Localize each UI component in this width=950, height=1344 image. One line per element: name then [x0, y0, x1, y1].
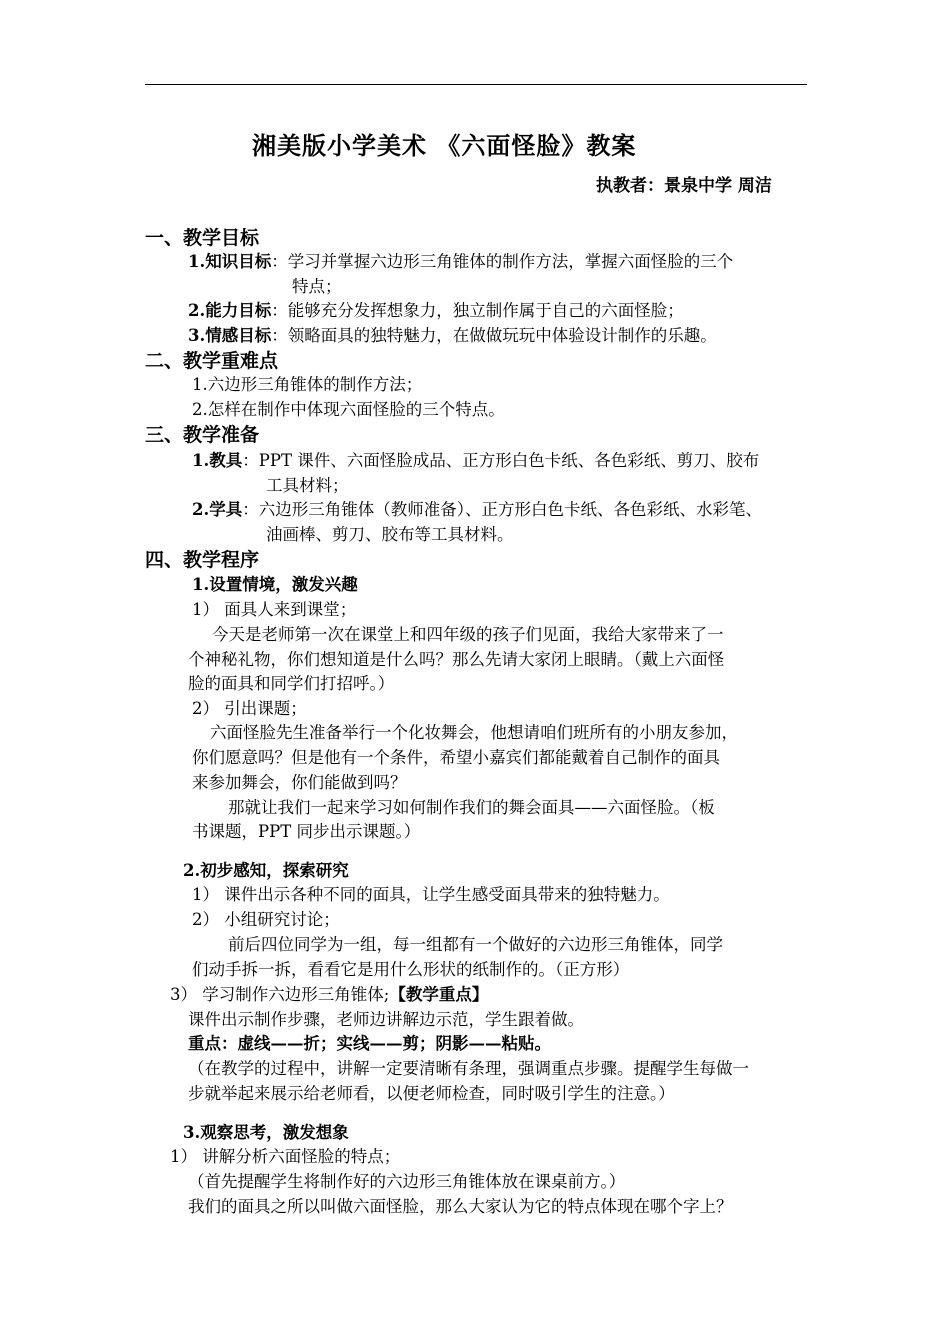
step3-para1: （首先提醒学生将制作好的六边形三角锥体放在课桌前方。） — [188, 1172, 626, 1191]
step2-item-1: 1） 课件出示各种不同的面具，让学生感受面具带来的独特魅力。 — [192, 885, 670, 904]
step1-para2-line1: 六面怪脸先生准备举行一个化妆舞会，他想请咱们班所有的小朋友参加， — [210, 723, 738, 742]
prep-student-continued: 油画棒、剪刀、胶布等工具材料。 — [266, 525, 514, 544]
step2-para1-line2: 们动手拆一拆，看看它是用什么形状的纸制作的。（正方形） — [192, 960, 630, 979]
goal-ability-label: 2.能力目标 — [188, 301, 272, 320]
step3-para2: 我们的面具之所以叫做六面怪脸，那么大家认为它的特点体现在哪个字上？ — [188, 1197, 733, 1216]
step1-para3-line2: 书课题，PPT 同步出示课题。） — [192, 822, 421, 841]
section-heading-procedure: 四、教学程序 — [145, 549, 260, 571]
step2-item-3 — [170, 983, 488, 1007]
key-point-2: 2.怎样在制作中体现六面怪脸的三个特点。 — [192, 400, 505, 419]
prep-teacher-continued: 工具材料； — [266, 476, 349, 495]
header-rule — [145, 84, 807, 85]
step2-title: 2.初步感知，探索研究 — [183, 861, 349, 880]
step2-para3: 重点：虚线——折；实线——剪；阴影——粘贴。 — [188, 1034, 551, 1053]
step1-para1-line1: 今天是老师第一次在课堂上和四年级的孩子们见面，我给大家带来了一 — [212, 625, 724, 644]
prep-student-text: ：六边形三角锥体（教师准备）、正方形白色卡纸、各色彩纸、水彩笔、 — [242, 500, 762, 519]
prep-teacher-text: ：PPT 课件、六面怪脸成品、正方形白色卡纸、各色彩纸、剪刀、胶布 — [242, 451, 760, 470]
goal-knowledge — [188, 250, 733, 274]
step2-para2: 课件出示制作步骤，老师边讲解边示范，学生跟着做。 — [188, 1010, 584, 1029]
section-heading-key-points: 二、教学重难点 — [145, 350, 279, 372]
author-line: 执教者：景泉中学 周洁 — [596, 176, 772, 196]
prep-student — [192, 498, 762, 522]
goal-emotion-text: ：领略面具的独特魅力，在做做玩玩中体验设计制作的乐趣。 — [271, 326, 717, 345]
step2-para1-line1: 前后四位同学为一组，每一组都有一个做好的六边形三角锥体，同学 — [228, 935, 723, 954]
step1-item-1: 1） 面具人来到课堂； — [192, 600, 357, 619]
prep-teacher — [192, 449, 759, 473]
step1-title: 1.设置情境，激发兴趣 — [192, 575, 358, 594]
step2-para4-line1: （在教学的过程中，讲解一定要清晰有条理，强调重点步骤。提醒学生每做一 — [188, 1059, 749, 1078]
step1-para1-line2: 个神秘礼物，你们想知道是什么吗？那么先请大家闭上眼睛。（戴上六面怪 — [188, 650, 725, 669]
goal-knowledge-label: 1.知识目标 — [188, 252, 272, 271]
step2-item-3-tag: 【教学重点】 — [389, 985, 489, 1004]
step1-item-2: 2） 引出课题； — [192, 699, 307, 718]
prep-student-label: 2.学具 — [192, 500, 243, 519]
goal-knowledge-continued: 特点； — [292, 277, 342, 296]
step1-para1-line3: 脸的面具和同学们打招呼。） — [188, 674, 395, 693]
step3-item-1: 1） 讲解分析六面怪脸的特点； — [170, 1147, 401, 1166]
step1-para3-line1: 那就让我们一起来学习如何制作我们的舞会面具——六面怪脸。（板 — [228, 798, 715, 817]
goal-ability — [188, 299, 684, 323]
goal-emotion-label: 3.情感目标 — [188, 326, 272, 345]
goal-emotion — [188, 324, 717, 348]
section-heading-objectives: 一、教学目标 — [145, 227, 260, 249]
step2-item-2: 2） 小组研究讨论； — [192, 910, 340, 929]
step1-para2-line2: 你们愿意吗？但是他有一个条件，希望小嘉宾们都能戴着自己制作的面具 — [192, 748, 720, 767]
step2-item-3-text: 3） 学习制作六边形三角锥体; — [170, 985, 390, 1004]
section-heading-preparation: 三、教学准备 — [145, 424, 260, 446]
key-point-1: 1.六边形三角锥体的制作方法； — [192, 375, 423, 394]
step1-para2-line3: 来参加舞会，你们能做到吗？ — [192, 773, 407, 792]
goal-knowledge-text: ：学习并掌握六边形三角锥体的制作方法，掌握六面怪脸的三个 — [271, 252, 734, 271]
document-title: 湘美版小学美术 《六面怪脸》教案 — [252, 132, 637, 160]
goal-ability-text: ：能够充分发挥想象力，独立制作属于自己的六面怪脸； — [271, 301, 684, 320]
step3-title: 3.观察思考，激发想象 — [183, 1123, 349, 1142]
step2-para4-line2: 步就举起来展示给老师看，以便老师检查，同时吸引学生的注意。） — [188, 1084, 675, 1103]
prep-teacher-label: 1.教具 — [192, 451, 243, 470]
